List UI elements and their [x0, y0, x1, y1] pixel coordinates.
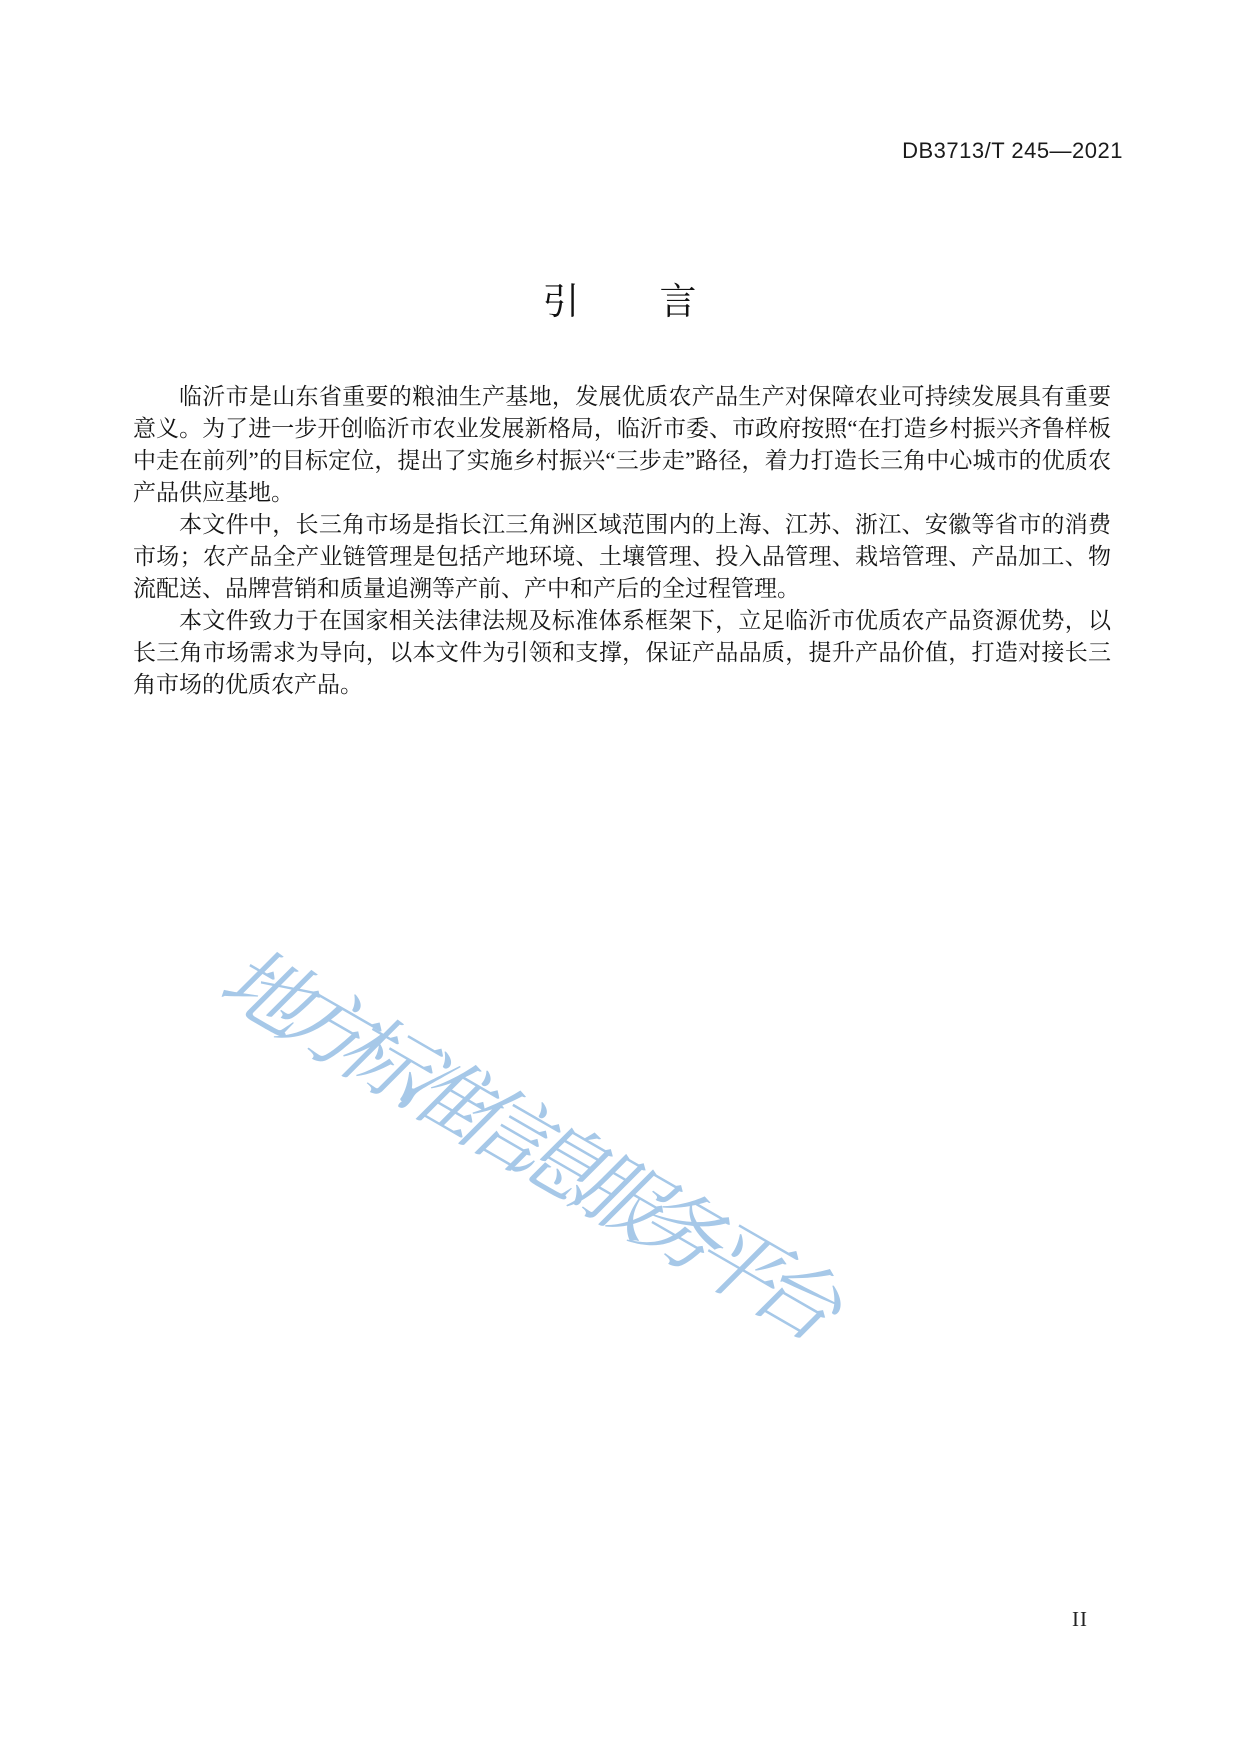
intro-paragraph-3: 本文件致力于在国家相关法律法规及标准体系框架下，立足临沂市优质农产品资源优势，以长三角市场需求为导向，以本文件为引领和支撑，保证产品品质，提升产品价值，打造对接长三角市场的优质农产品。 [133, 608, 1111, 697]
watermark-text: 地方标准信息服务平台 [201, 939, 860, 1349]
intro-body [133, 381, 1111, 701]
standard-number: DB3713/T 245—2021 [902, 138, 1123, 163]
page-number: II [1072, 1607, 1088, 1631]
intro-paragraph-2: 本文件中，长三角市场是指长江三角洲区域范围内的上海、江苏、浙江、安徽等省市的消费市场；农产品全产业链管理是包括产地环境、土壤管理、投入品管理、栽培管理、产品加工、物流配送、品牌营销和质量追溯等产前、产中和产后的全过程管理。 [133, 512, 1111, 601]
intro-paragraph-1: 临沂市是山东省重要的粮油生产基地，发展优质农产品生产对保障农业可持续发展具有重要意义。为了进一步开创临沂市农业发展新格局，临沂市委、市政府按照“在打造乡村振兴齐鲁样板中走在前列”的目标定位，提出了实施乡村振兴“三步走”路径，着力打造长三角中心城市的优质农产品供应基地。 [133, 384, 1111, 505]
page-title: 引 言 [542, 281, 699, 322]
